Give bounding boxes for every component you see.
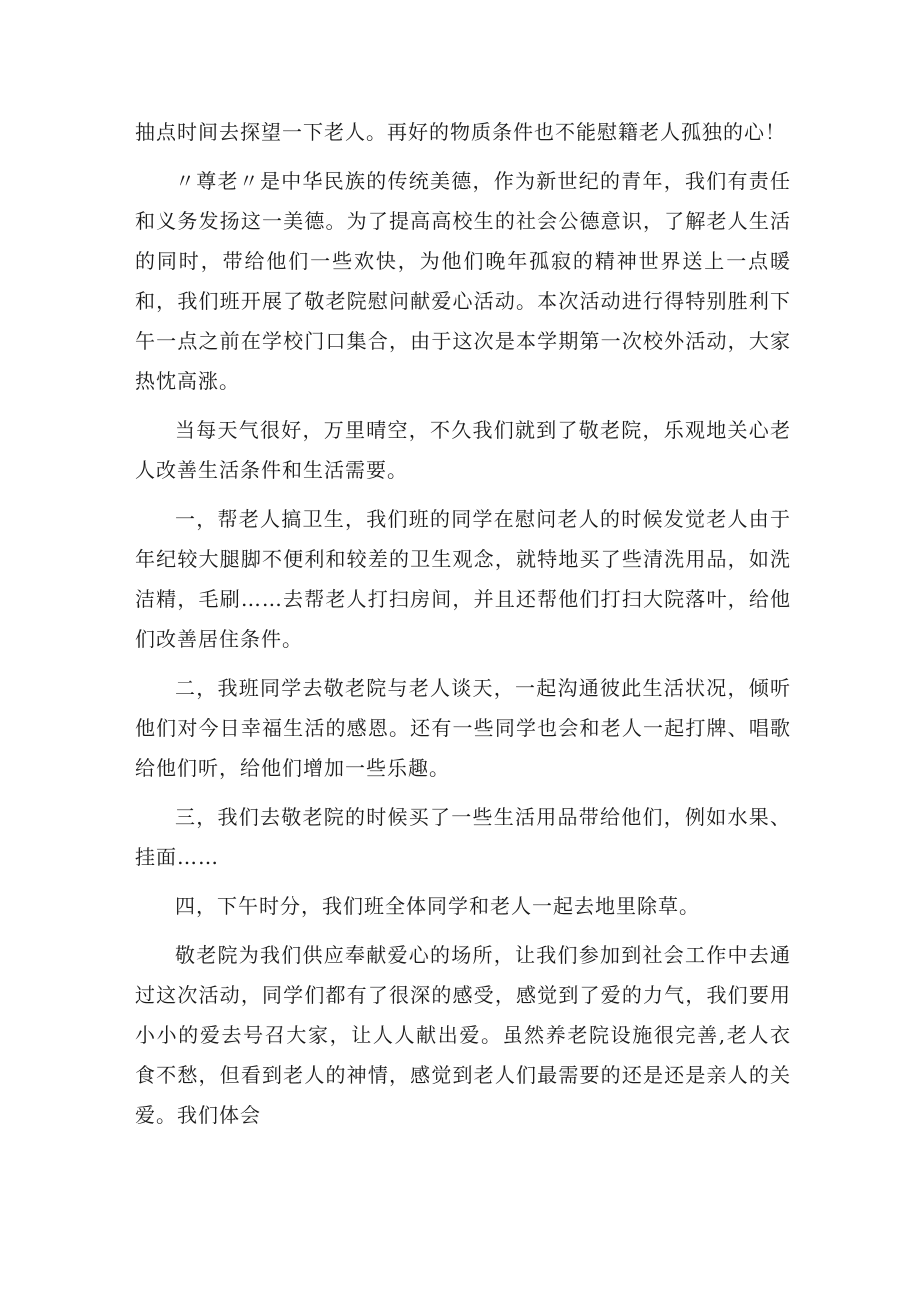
document-body [135, 112, 791, 1144]
paragraph-item-two: 二，我班同学去敬老院与老人谈天，一起沟通彼此生活状况，倾听他们对今日幸福生活的感恩。还有一些同学也会和老人一起打牌、唱歌给他们听，给他们增加一些乐趣。 [135, 676, 791, 780]
paragraph-weather: 当每天气很好，万里晴空，不久我们就到了敬老院，乐观地关心老人改善生活条件和生活需要。 [135, 418, 791, 482]
paragraph-reflection: 敬老院为我们供应奉献爱心的场所，让我们参加到社会工作中去通过这次活动，同学们都有了很深的感受，感觉到了爱的力气，我们要用小小的爱去号召大家，让人人献出爱。虽然养老院设施很完善,老人衣食不愁，但看到老人的神情，感觉到老人们最需要的还是还是亲人的关爱。我们体会 [135, 943, 791, 1127]
paragraph-item-three: 三，我们去敬老院的时候买了一些生活用品带给他们，例如水果、挂面…… [135, 805, 791, 869]
paragraph-item-one: 一，帮老人搞卫生，我们班的同学在慰问老人的时候发觉老人由于年纪较大腿脚不便利和较差的卫生观念，就特地买了些清洗用品，如洗洁精，毛刷……去帮老人打扫房间，并且还帮他们打扫大院落叶，给他们改善居住条件。 [135, 507, 791, 651]
paragraph-continuation: 抽点时间去探望一下老人。再好的物质条件也不能慰籍老人孤独的心！ [135, 120, 786, 144]
paragraph-item-four: 四，下午时分，我们班全体同学和老人一起去地里除草。 [175, 894, 700, 918]
paragraph-respect-elders: 〃尊老〃是中华民族的传统美德，作为新世纪的青年，我们有责任和义务发扬这一美德。为了提高高校生的社会公德意识，了解老人生活的同时，带给他们一些欢快，为他们晚年孤寂的精神世界送上一点暖和，我们班开展了敬老院慰问献爱心活动。本次活动进行得特别胜利下午一点之前在学校门口集合，由于这次是本学期第一次校外活动，大家热忱高涨。 [135, 169, 791, 393]
